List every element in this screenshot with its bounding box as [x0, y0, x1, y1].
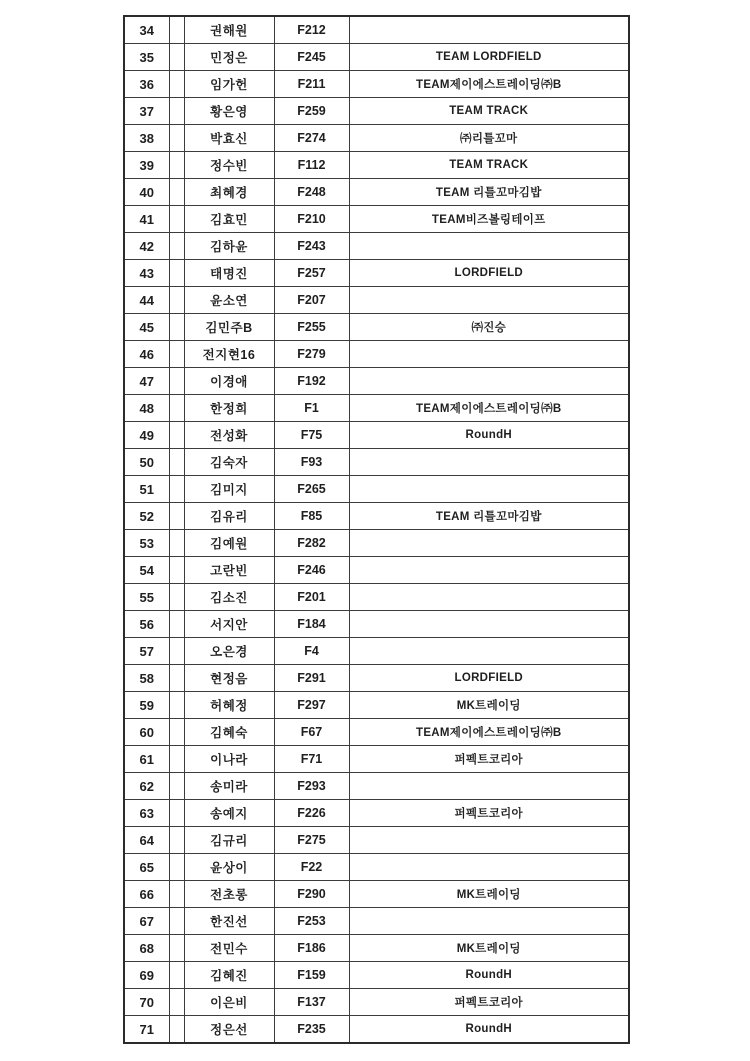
team-cell: [349, 638, 629, 665]
name-cell: 박효신: [184, 125, 274, 152]
team-cell: TEAM제이에스트레이딩㈜B: [349, 71, 629, 98]
code-cell: F290: [274, 881, 349, 908]
team-cell: ㈜리틀꼬마: [349, 125, 629, 152]
table-row: [124, 962, 629, 989]
code-cell: F93: [274, 449, 349, 476]
table-row: [124, 611, 629, 638]
blank-cell: [169, 908, 184, 935]
code-cell: F71: [274, 746, 349, 773]
table-row: [124, 584, 629, 611]
code-cell: F159: [274, 962, 349, 989]
table-row: [124, 314, 629, 341]
blank-cell: [169, 773, 184, 800]
name-cell: 임가헌: [184, 71, 274, 98]
name-cell: 오은경: [184, 638, 274, 665]
name-cell: 김혜진: [184, 962, 274, 989]
table-row: [124, 125, 629, 152]
row-number-cell: 46: [124, 341, 169, 368]
team-cell: TEAM TRACK: [349, 152, 629, 179]
row-number-cell: 34: [124, 16, 169, 44]
row-number-cell: 52: [124, 503, 169, 530]
roster-table: [123, 15, 630, 1044]
code-cell: F253: [274, 908, 349, 935]
blank-cell: [169, 395, 184, 422]
name-cell: 이은비: [184, 989, 274, 1016]
blank-cell: [169, 962, 184, 989]
team-cell: TEAM TRACK: [349, 98, 629, 125]
name-cell: 김하윤: [184, 233, 274, 260]
team-cell: [349, 584, 629, 611]
blank-cell: [169, 611, 184, 638]
team-cell: [349, 827, 629, 854]
table-row: [124, 368, 629, 395]
code-cell: F245: [274, 44, 349, 71]
code-cell: F210: [274, 206, 349, 233]
team-cell: [349, 773, 629, 800]
name-cell: 태명진: [184, 260, 274, 287]
row-number-cell: 51: [124, 476, 169, 503]
table-row: [124, 665, 629, 692]
row-number-cell: 53: [124, 530, 169, 557]
blank-cell: [169, 422, 184, 449]
team-cell: [349, 854, 629, 881]
row-number-cell: 35: [124, 44, 169, 71]
table-row: [124, 71, 629, 98]
table-row: [124, 503, 629, 530]
name-cell: 고란빈: [184, 557, 274, 584]
code-cell: F248: [274, 179, 349, 206]
row-number-cell: 60: [124, 719, 169, 746]
blank-cell: [169, 665, 184, 692]
row-number-cell: 41: [124, 206, 169, 233]
blank-cell: [169, 638, 184, 665]
team-cell: RoundH: [349, 1016, 629, 1044]
row-number-cell: 38: [124, 125, 169, 152]
blank-cell: [169, 287, 184, 314]
team-cell: 퍼펙트코리아: [349, 746, 629, 773]
table-row: [124, 476, 629, 503]
team-cell: RoundH: [349, 962, 629, 989]
name-cell: 황은영: [184, 98, 274, 125]
name-cell: 정수빈: [184, 152, 274, 179]
name-cell: 전성화: [184, 422, 274, 449]
name-cell: 이나라: [184, 746, 274, 773]
name-cell: 한진선: [184, 908, 274, 935]
table-row: [124, 233, 629, 260]
team-cell: 퍼펙트코리아: [349, 800, 629, 827]
code-cell: F255: [274, 314, 349, 341]
row-number-cell: 54: [124, 557, 169, 584]
blank-cell: [169, 260, 184, 287]
code-cell: F112: [274, 152, 349, 179]
table-row: [124, 395, 629, 422]
blank-cell: [169, 1016, 184, 1044]
blank-cell: [169, 719, 184, 746]
table-row: [124, 908, 629, 935]
blank-cell: [169, 692, 184, 719]
code-cell: F85: [274, 503, 349, 530]
name-cell: 윤상이: [184, 854, 274, 881]
team-cell: [349, 530, 629, 557]
row-number-cell: 71: [124, 1016, 169, 1044]
code-cell: F274: [274, 125, 349, 152]
row-number-cell: 39: [124, 152, 169, 179]
team-cell: RoundH: [349, 422, 629, 449]
team-cell: [349, 476, 629, 503]
row-number-cell: 40: [124, 179, 169, 206]
team-cell: ㈜진승: [349, 314, 629, 341]
name-cell: 윤소연: [184, 287, 274, 314]
team-cell: [349, 233, 629, 260]
code-cell: F212: [274, 16, 349, 44]
team-cell: [349, 449, 629, 476]
team-cell: [349, 341, 629, 368]
row-number-cell: 62: [124, 773, 169, 800]
code-cell: F184: [274, 611, 349, 638]
name-cell: 허혜정: [184, 692, 274, 719]
table-row: [124, 827, 629, 854]
table-row: [124, 422, 629, 449]
table-row: [124, 44, 629, 71]
code-cell: F282: [274, 530, 349, 557]
row-number-cell: 43: [124, 260, 169, 287]
team-cell: [349, 611, 629, 638]
blank-cell: [169, 584, 184, 611]
name-cell: 송미라: [184, 773, 274, 800]
code-cell: F246: [274, 557, 349, 584]
blank-cell: [169, 854, 184, 881]
blank-cell: [169, 206, 184, 233]
blank-cell: [169, 935, 184, 962]
code-cell: F297: [274, 692, 349, 719]
blank-cell: [169, 989, 184, 1016]
table-row: [124, 854, 629, 881]
name-cell: 서지안: [184, 611, 274, 638]
code-cell: F293: [274, 773, 349, 800]
row-number-cell: 70: [124, 989, 169, 1016]
team-cell: MK트레이딩: [349, 881, 629, 908]
table-row: [124, 719, 629, 746]
row-number-cell: 45: [124, 314, 169, 341]
team-cell: TEAM 리틀꼬마김밥: [349, 179, 629, 206]
team-cell: TEAM비즈볼링테이프: [349, 206, 629, 233]
code-cell: F259: [274, 98, 349, 125]
row-number-cell: 66: [124, 881, 169, 908]
row-number-cell: 63: [124, 800, 169, 827]
row-number-cell: 47: [124, 368, 169, 395]
team-cell: [349, 557, 629, 584]
table-row: [124, 341, 629, 368]
table-row: [124, 530, 629, 557]
blank-cell: [169, 314, 184, 341]
blank-cell: [169, 530, 184, 557]
code-cell: F243: [274, 233, 349, 260]
blank-cell: [169, 449, 184, 476]
row-number-cell: 57: [124, 638, 169, 665]
blank-cell: [169, 746, 184, 773]
table-row: [124, 98, 629, 125]
blank-cell: [169, 44, 184, 71]
code-cell: F75: [274, 422, 349, 449]
table-row: [124, 881, 629, 908]
team-cell: LORDFIELD: [349, 260, 629, 287]
name-cell: 권해원: [184, 16, 274, 44]
team-cell: TEAM LORDFIELD: [349, 44, 629, 71]
row-number-cell: 61: [124, 746, 169, 773]
name-cell: 이경애: [184, 368, 274, 395]
team-cell: TEAM제이에스트레이딩㈜B: [349, 719, 629, 746]
blank-cell: [169, 800, 184, 827]
row-number-cell: 48: [124, 395, 169, 422]
row-number-cell: 65: [124, 854, 169, 881]
code-cell: F235: [274, 1016, 349, 1044]
code-cell: F137: [274, 989, 349, 1016]
row-number-cell: 69: [124, 962, 169, 989]
blank-cell: [169, 179, 184, 206]
code-cell: F4: [274, 638, 349, 665]
code-cell: F257: [274, 260, 349, 287]
row-number-cell: 42: [124, 233, 169, 260]
code-cell: F265: [274, 476, 349, 503]
row-number-cell: 58: [124, 665, 169, 692]
code-cell: F186: [274, 935, 349, 962]
blank-cell: [169, 881, 184, 908]
code-cell: F201: [274, 584, 349, 611]
name-cell: 김혜숙: [184, 719, 274, 746]
code-cell: F279: [274, 341, 349, 368]
blank-cell: [169, 827, 184, 854]
row-number-cell: 55: [124, 584, 169, 611]
name-cell: 전초롱: [184, 881, 274, 908]
roster-table-body: [124, 16, 629, 1043]
row-number-cell: 67: [124, 908, 169, 935]
code-cell: F1: [274, 395, 349, 422]
blank-cell: [169, 503, 184, 530]
name-cell: 김예원: [184, 530, 274, 557]
name-cell: 민정은: [184, 44, 274, 71]
row-number-cell: 50: [124, 449, 169, 476]
row-number-cell: 59: [124, 692, 169, 719]
team-cell: LORDFIELD: [349, 665, 629, 692]
name-cell: 김규리: [184, 827, 274, 854]
table-row: [124, 692, 629, 719]
team-cell: [349, 287, 629, 314]
table-row: [124, 152, 629, 179]
blank-cell: [169, 71, 184, 98]
blank-cell: [169, 368, 184, 395]
name-cell: 한정희: [184, 395, 274, 422]
team-cell: MK트레이딩: [349, 692, 629, 719]
blank-cell: [169, 16, 184, 44]
code-cell: F207: [274, 287, 349, 314]
table-row: [124, 989, 629, 1016]
name-cell: 김효민: [184, 206, 274, 233]
code-cell: F291: [274, 665, 349, 692]
table-row: [124, 746, 629, 773]
blank-cell: [169, 233, 184, 260]
blank-cell: [169, 125, 184, 152]
team-cell: [349, 368, 629, 395]
blank-cell: [169, 341, 184, 368]
table-row: [124, 638, 629, 665]
code-cell: F275: [274, 827, 349, 854]
team-cell: [349, 16, 629, 44]
name-cell: 현정음: [184, 665, 274, 692]
row-number-cell: 64: [124, 827, 169, 854]
table-row: [124, 935, 629, 962]
blank-cell: [169, 557, 184, 584]
code-cell: F67: [274, 719, 349, 746]
name-cell: 김소진: [184, 584, 274, 611]
name-cell: 정은선: [184, 1016, 274, 1044]
table-row: [124, 1016, 629, 1044]
row-number-cell: 36: [124, 71, 169, 98]
name-cell: 김민주B: [184, 314, 274, 341]
name-cell: 송예지: [184, 800, 274, 827]
name-cell: 전민수: [184, 935, 274, 962]
blank-cell: [169, 476, 184, 503]
name-cell: 전지현16: [184, 341, 274, 368]
name-cell: 김미지: [184, 476, 274, 503]
blank-cell: [169, 98, 184, 125]
code-cell: F211: [274, 71, 349, 98]
code-cell: F22: [274, 854, 349, 881]
name-cell: 김숙자: [184, 449, 274, 476]
row-number-cell: 44: [124, 287, 169, 314]
team-cell: TEAM 리틀꼬마김밥: [349, 503, 629, 530]
team-cell: TEAM제이에스트레이딩㈜B: [349, 395, 629, 422]
table-row: [124, 773, 629, 800]
blank-cell: [169, 152, 184, 179]
name-cell: 김유리: [184, 503, 274, 530]
table-row: [124, 800, 629, 827]
row-number-cell: 49: [124, 422, 169, 449]
row-number-cell: 37: [124, 98, 169, 125]
table-row: [124, 557, 629, 584]
table-row: [124, 179, 629, 206]
team-cell: MK트레이딩: [349, 935, 629, 962]
team-cell: 퍼펙트코리아: [349, 989, 629, 1016]
table-row: [124, 449, 629, 476]
table-row: [124, 16, 629, 44]
row-number-cell: 68: [124, 935, 169, 962]
code-cell: F192: [274, 368, 349, 395]
team-cell: [349, 908, 629, 935]
table-row: [124, 260, 629, 287]
row-number-cell: 56: [124, 611, 169, 638]
code-cell: F226: [274, 800, 349, 827]
table-row: [124, 287, 629, 314]
name-cell: 최혜경: [184, 179, 274, 206]
table-row: [124, 206, 629, 233]
